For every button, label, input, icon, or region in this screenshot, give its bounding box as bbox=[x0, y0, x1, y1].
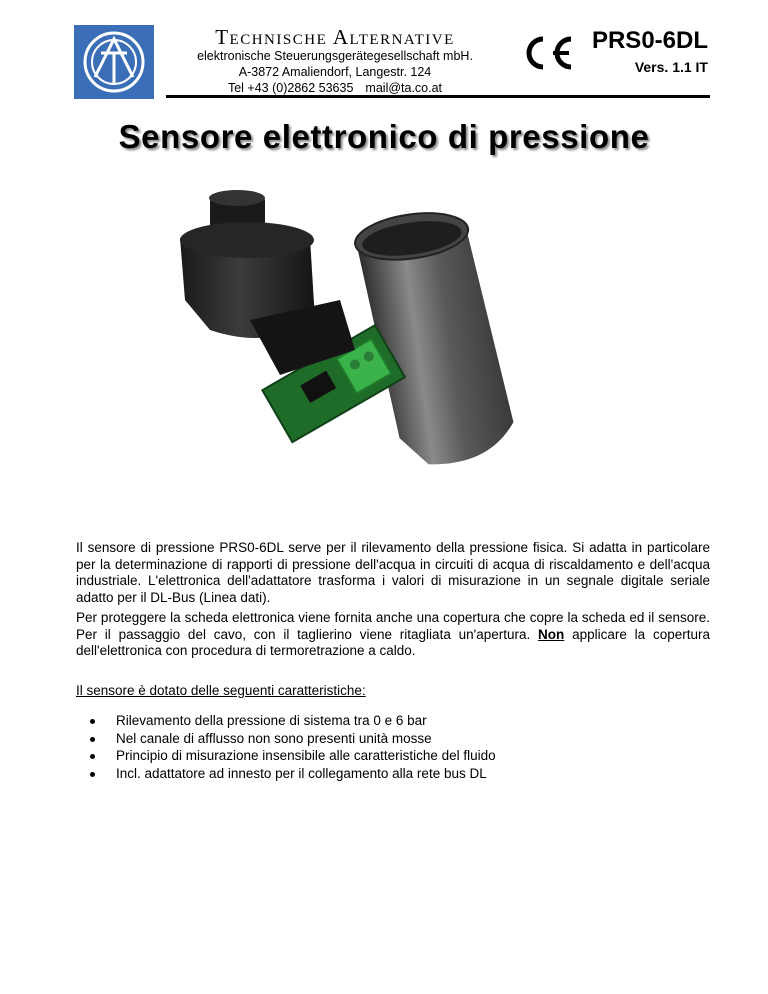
company-address: A-3872 Amaliendorf, Langestr. 124 bbox=[238, 65, 432, 79]
list-item: Incl. adattatore ad innesto per il collegamento alla rete bus DL bbox=[88, 765, 496, 783]
company-name: Technische Alternative bbox=[215, 25, 455, 49]
company-phone: Tel +43 (0)2862 53635 bbox=[227, 81, 354, 95]
ta-logo-icon bbox=[81, 29, 147, 95]
company-block bbox=[165, 26, 505, 96]
company-email: mail@ta.co.at bbox=[365, 81, 443, 95]
contact-line bbox=[165, 80, 505, 96]
features-heading: Il sensore è dotato delle seguenti caratteristiche: bbox=[76, 683, 366, 698]
product-code: PRS0-6DL bbox=[591, 27, 708, 54]
list-item: Nel canale di afflusso non sono presenti unità mosse bbox=[88, 730, 496, 748]
product-photo bbox=[170, 180, 550, 480]
description-paragraph-2: Per proteggere la scheda elettronica viene fornita anche una copertura che copre la scheda ed il sensore. Per il passaggio del cavo, con il taglierino viene ritagliata un'apertura. Non applicare la copertura dell'elettronica con procedura di termoretrazione a caldo. bbox=[76, 610, 711, 658]
description-block bbox=[76, 540, 710, 664]
page-title: Sensore elettronico di pressione bbox=[118, 118, 650, 155]
company-logo bbox=[74, 25, 154, 99]
company-subtitle: elektronische Steuerungsgerätegesellschaft mbH. bbox=[197, 49, 473, 63]
list-item: Principio di misurazione insensibile alle caratteristiche del fluido bbox=[88, 747, 496, 765]
sensor-body bbox=[180, 190, 355, 375]
version-label: Vers. 1.1 IT bbox=[634, 59, 708, 75]
emphasis-non: Non bbox=[538, 626, 565, 642]
description-paragraph-1: Il sensore di pressione PRS0-6DL serve per il rilevamento della pressione fisica. Si adatta in particolare per la determinazione di rapporti di pressione dell'acqua in circuiti di acqua di riscaldamento e dell'acqua industriale. L'elettronica dell'adattatore trasforma i valori di misurazione in un segnale digitale seriale adatto per il DL-Bus (Linea dati). bbox=[76, 540, 710, 605]
features-list bbox=[88, 712, 496, 782]
list-item: Rilevamento della pressione di sistema tra 0 e 6 bar bbox=[88, 712, 496, 730]
header-divider bbox=[166, 95, 710, 98]
ce-mark-icon bbox=[519, 33, 575, 73]
